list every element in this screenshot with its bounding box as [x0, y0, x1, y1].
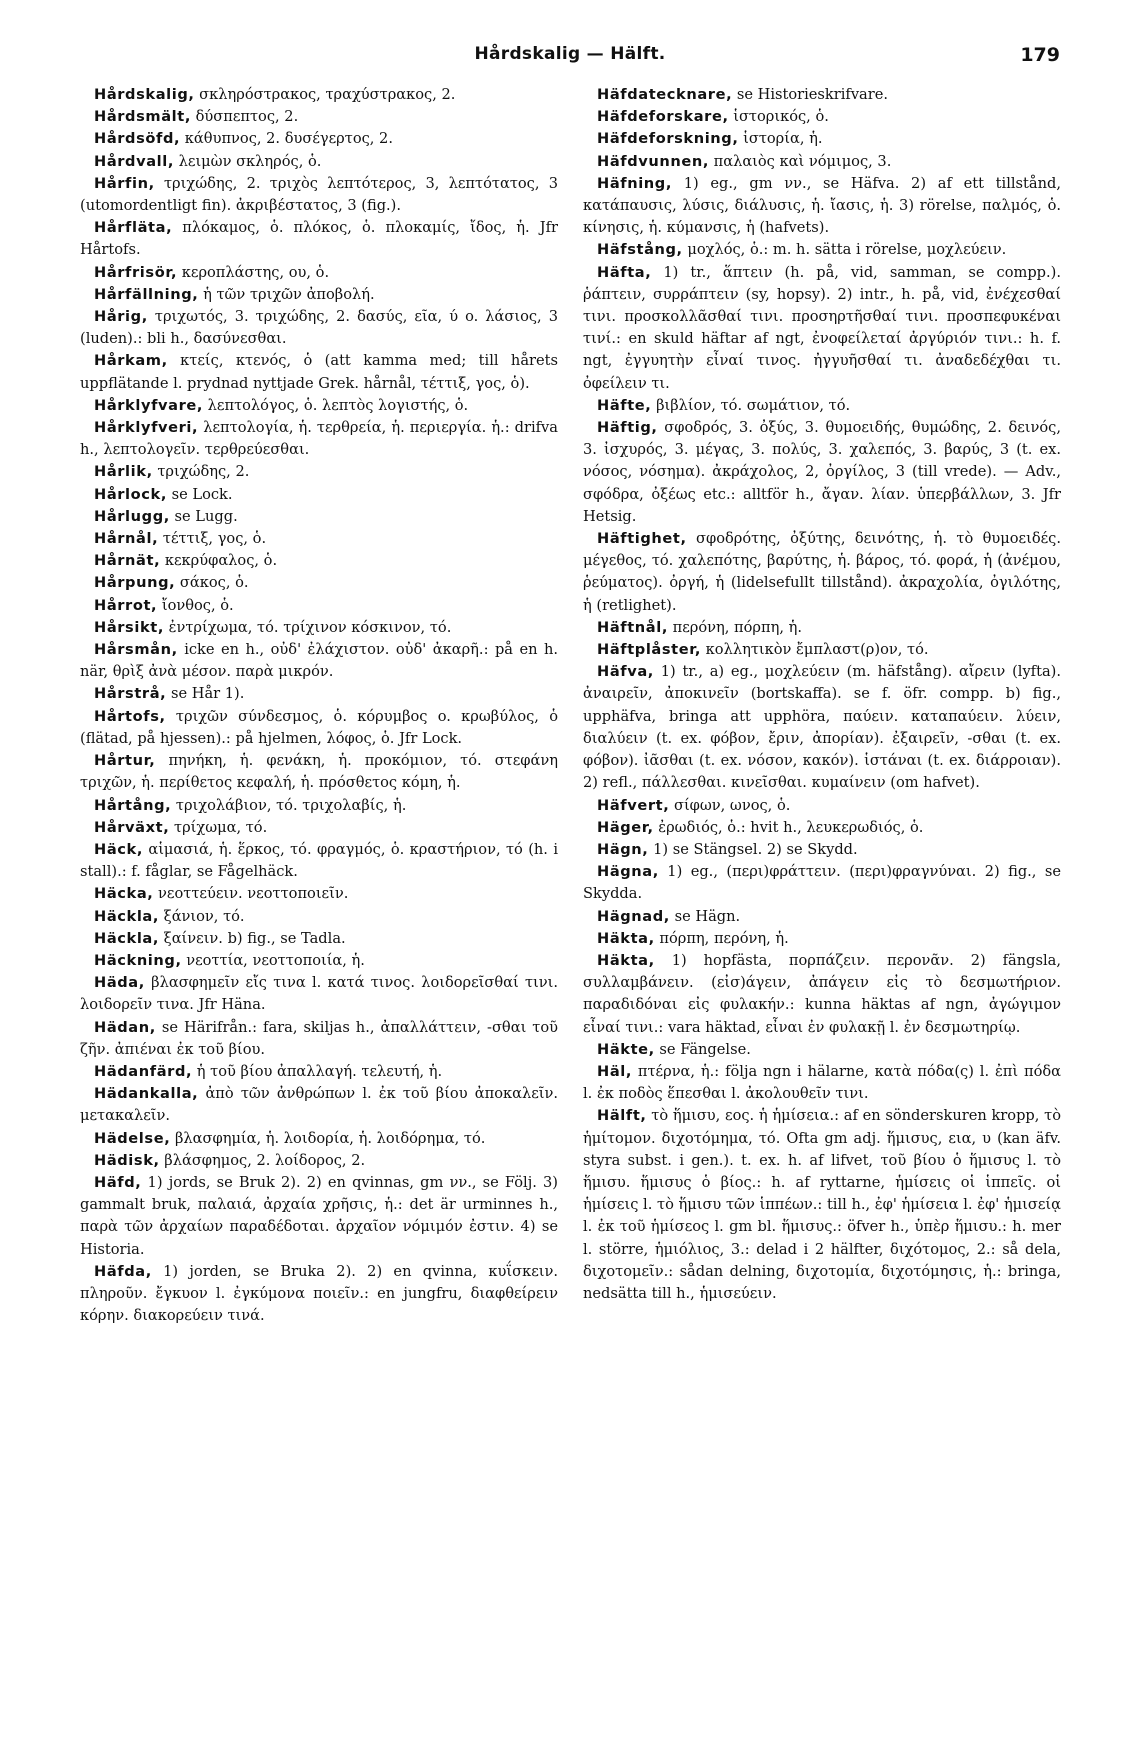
entry-headword: Hårklyfvare, [94, 396, 204, 414]
entry-headword: Hårlugg, [94, 507, 170, 525]
dictionary-entry [80, 617, 558, 639]
entry-definition: ἡ τῶν τριχῶν ἀποβολή. [198, 285, 375, 303]
entry-headword: Häcka, [94, 885, 154, 903]
entry-headword: Hägn, [597, 840, 649, 858]
dictionary-entry [80, 1061, 558, 1083]
entry-definition: icke en h., οὐδ' ἐλάχιστον. οὐδ' ἀκαρῆ.: på en h. när, θρὶξ ἀνὰ μέσον. παρὰ μικρόν. [80, 641, 558, 681]
entry-definition: 1) se Stängsel. 2) se Skydd. [648, 840, 858, 858]
entry-definition: 1) tr., ἅπτειν (h. på, vid, samman, se compp.). ῥάπτειν, συρράπτειν (sy, hopsy). 2) intr., h. på, vid, ἐνέχεσθαί τινι. προσκολλᾶσθαί τινι. προσηρτῆσθαί τινι. προσπεφυκέναι τινί.: en skuld häftar af ngt, ἐνοφείλεταί ἀργύριόν τινι.: h. f. ngt, ἐγγυητὴν εἶναί τινος. ἠγγυῆσθαί τι. ἀναδεδέχθαι τι. ὀφείλειν τι. [583, 263, 1061, 392]
entry-headword: Häftplåster, [597, 641, 702, 659]
dictionary-entry [80, 795, 558, 817]
entry-definition: ξαίνειν. b) fig., se Tadla. [159, 929, 346, 947]
entry-headword: Hårsikt, [94, 618, 164, 636]
dictionary-entry [583, 151, 1061, 173]
entry-definition: βλασφημία, ἡ. λοιδορία, ἡ. λοιδόρημα, τό. [170, 1129, 486, 1147]
entry-definition: se Hägn. [669, 907, 741, 925]
entry-headword: Hårkam, [94, 352, 168, 370]
entry-headword: Häckning, [94, 951, 182, 969]
right-column [583, 84, 1061, 1305]
entry-definition: νεοττεύειν. νεοττοποιεῖν. [153, 885, 349, 903]
entry-headword: Hårfrisör, [94, 263, 178, 281]
entry-definition: 1) jorden, se Bruka 2). 2) en qvinna, κυΐσκειν. πληροῦν. ἔγκυον l. ἐγκύμονα ποιεῖν.: en jungfru, διαφθείρειν κόρην. διακορεύειν τινά. [80, 1262, 558, 1325]
entry-headword: Hårstrå, [94, 685, 167, 703]
entry-definition: τρίχωμα, τό. [169, 818, 268, 836]
entry-definition: se Fängelse. [654, 1040, 751, 1058]
dictionary-entry [583, 839, 1061, 861]
dictionary-entry [80, 595, 558, 617]
dictionary-entry [80, 1128, 558, 1150]
entry-definition: ἱστορία, ἡ. [738, 130, 823, 148]
entry-headword: Hägna, [597, 863, 659, 881]
dictionary-entry [80, 928, 558, 950]
entry-headword: Hårrot, [94, 596, 158, 614]
entry-definition: 1) hopfästa, πορπάζειν. περονᾶν. 2) fängsla, συλλαμβάνειν. (εἰσ)άγειν, ἀπάγειν εἰς τὸ δεσμωτήριον. παραδιδόναι εἰς φυλακήν.: kunna häktas af ngn, ἀγώγιμον εἶναί τινι.: vara häktad, εἶναι ἐν φυλακῇ l. ἐν δεσμωτηρίῳ. [583, 951, 1061, 1036]
entry-headword: Hägnad, [597, 907, 670, 925]
dictionary-entry [80, 151, 558, 173]
entry-definition: ἡ τοῦ βίου ἀπαλλαγή. τελευτή, ἡ. [192, 1062, 443, 1080]
entry-headword: Hårdsmält, [94, 108, 191, 126]
running-head: Hårdskalig — Hälft. [474, 44, 666, 64]
dictionary-entry [80, 506, 558, 528]
dictionary-entry [80, 128, 558, 150]
dictionary-entry [80, 262, 558, 284]
entry-definition: τριχωτός, 3. τριχώδης, 2. δασύς, εῖα, ύ o. λάσιος, 3 (luden).: bli h., δασύνεσθαι. [80, 308, 558, 348]
entry-headword: Hårväxt, [94, 818, 170, 836]
entry-headword: Hårklyfveri, [94, 419, 199, 437]
dictionary-entry [80, 839, 558, 883]
dictionary-entry [80, 1261, 558, 1328]
dictionary-entry [80, 572, 558, 594]
dictionary-entry [583, 639, 1061, 661]
entry-headword: Hårlik, [94, 463, 153, 481]
dictionary-entry [583, 950, 1061, 1039]
entry-definition: λειμὼν σκληρός, ὁ. [174, 152, 322, 170]
entry-definition: δύσπεπτος, 2. [190, 108, 299, 126]
entry-definition: μοχλός, ὁ.: m. h. sätta i rörelse, μοχλεύειν. [682, 241, 1007, 259]
entry-definition: κτείς, κτενός, ὁ (att kamma med; till hårets uppflätande l. prydnad nyttjade Grek. hårnål, τέττιξ, γος, ὁ). [80, 352, 558, 392]
dictionary-entry [80, 817, 558, 839]
entry-definition: ἴονθος, ὁ. [157, 596, 234, 614]
dictionary-entry [80, 550, 558, 572]
entry-headword: Hårdsöfd, [94, 130, 181, 148]
entry-definition: σφοδρότης, ὀξύτης, δεινότης, ἡ. τὸ θυμοειδές. μέγεθος, τό. χαλεπότης, βαρύτης, ἡ. βάρος, τό. φορά, ἡ (ἀνέμου, ῥεύματος). ὀργή, ἡ (lidelsefullt tillstånd). ἀκραχολία, ὀγιλότης, ἡ (retlighet). [583, 530, 1061, 614]
dictionary-entry [583, 262, 1061, 395]
dictionary-entry [583, 84, 1061, 106]
entry-headword: Hårsmån, [94, 641, 178, 659]
entry-definition: βλάσφημος, 2. λοίδορος, 2. [159, 1151, 366, 1169]
dictionary-entry [583, 661, 1061, 794]
entry-definition: se Hår 1). [166, 685, 245, 703]
entry-headword: Häfvert, [597, 796, 670, 814]
entry-headword: Hårnät, [94, 552, 161, 570]
dictionary-entry [80, 972, 558, 1016]
dictionary-entry [80, 639, 558, 683]
entry-definition: τὸ ἥμισυ, εος. ἡ ἡμίσεια.: af en sönderskuren kropp, τὸ ἡμίτομον. διχοτόμημα, τό. Ofta gm adj. ἥμισυς, εια, υ (kan äfv. styra subst. i gen.). t. ex. h. af lifvet, τοῦ βίου ὁ ἥμισυς l. τὸ ἥμισυ. ἥμισυς ὁ βίος.: h. af ryttarne, ἡμίσεις οἱ ἱππεῖς. οἱ ἡμίσεις l. τὸ ἥμισυ τῶν ἱππέων.: till h., ἐφ' ἡμίσεια l. ἐφ' ἡμισείᾳ l. ἐκ τοῦ ἡμίσεος l. gm bl. ἥμισυς.: öfver h., ὑπὲρ ἥμισυ.: h. mer l. större, ἡμιόλιος, 3.: delad i 2 hälfter, διχότομος, 2.: så dela, διχοτομεῖν.: sådan delning, διχοτομία, διχοτόμησις, ἡ.: bringa, nedsätta till h., ἡμισεύειν. [583, 1107, 1061, 1302]
entry-definition: se Lugg. [169, 507, 238, 525]
entry-headword: Häfda, [94, 1262, 152, 1280]
entry-headword: Hädelse, [94, 1129, 171, 1147]
entry-headword: Häckla, [94, 907, 160, 925]
dictionary-entry [80, 484, 558, 506]
entry-headword: Häfta, [597, 263, 652, 281]
dictionary-entry [80, 906, 558, 928]
entry-definition: πόρπη, περόνη, ἡ. [654, 929, 789, 947]
entry-definition: αἱμασιά, ἡ. ἕρκος, τό. φραγμός, ὁ. κραστήριον, τό (h. i stall).: f. fåglar, se Fågelhäck. [80, 840, 558, 881]
entry-definition: 1) jords, se Bruk 2). 2) en qvinnas, gm νν., se Följ. 3) gammalt bruk, παλαιά, ἀρχαία χρῆσις, ἡ.: det är urminnes h., παρὰ τῶν ἀρχαίων παραδέδοται. ἀρχαῖον νόμιμόν ἐστιν. 4) se Historia. [80, 1173, 558, 1258]
entry-headword: Häfdeforskare, [597, 108, 729, 126]
entry-definition: νεοττία, νεοττοποιία, ἡ. [181, 951, 365, 969]
dictionary-entry [80, 217, 558, 261]
entry-definition: 1) tr., a) eg., μοχλεύειν (m. häfstång). αἴρειν (lyfta). ἀναιρεῖν, ἀποκινεῖν (bortskaffa). se f. öfr. compp. b) fig., upphäfva, bringa att upphöra, παύειν. καταπαύειν. λύειν, διαλύειν (t. ex. φόβον, ἔριν, ἀπορίαν). ἐξαιρεῖν, -σθαι (t. ex. φόβον). ἰᾶσθαι (t. ex. νόσον, κακόν). ἱστάναι (t. ex. διάρροιαν). 2) refl., πάλλεσθαι. κινεῖσθαι. κυμαίνειν (om hafvet). [583, 663, 1061, 792]
entry-definition: κολλητικὸν ἔμπλαστ(ρ)ον, τό. [701, 641, 929, 659]
dictionary-entry [80, 683, 558, 705]
entry-definition: 1) eg., gm νν., se Häfva. 2) af ett tillstånd, κατάπαυσις, λύσις, διάλυσις, ἡ. ἴασις, ἡ. 3) rörelse, παλμός, ὁ. κίνησις, ἡ. κύμανσις, ἡ (hafvets). [583, 174, 1061, 237]
dictionary-entry [583, 395, 1061, 417]
entry-headword: Hårfällning, [94, 285, 199, 303]
entry-definition: σκληρόστρακος, τραχύστρακος, 2. [194, 86, 456, 103]
entry-headword: Hårdskalig, [94, 86, 195, 103]
entry-headword: Häkta, [597, 929, 655, 947]
entry-definition: βλασφημεῖν εἴς τινα l. κατά τινος. λοιδορεῖσθαί τινι. λοιδορεῖν τινα. Jfr Häna. [80, 974, 558, 1014]
entry-headword: Häkta, [597, 951, 655, 969]
dictionary-entry [80, 528, 558, 550]
entry-definition: λεπτολόγος, ὁ. λεπτὸς λογιστής, ὁ. [203, 396, 469, 414]
dictionary-entry [583, 173, 1061, 240]
dictionary-entry [80, 461, 558, 483]
entry-headword: Hälft, [597, 1107, 647, 1125]
dictionary-entry [80, 883, 558, 905]
entry-definition: se Historieskrifvare. [732, 86, 889, 103]
dictionary-entry [80, 350, 558, 394]
dictionary-entry [583, 106, 1061, 128]
entry-definition: τέττιξ, γος, ὁ. [158, 530, 267, 548]
entry-headword: Hårnål, [94, 530, 159, 548]
dictionary-entry [583, 1039, 1061, 1061]
dictionary-entry [583, 528, 1061, 617]
entry-headword: Häftig, [597, 419, 658, 437]
dictionary-entry [80, 306, 558, 350]
entry-definition: 1) eg., (περι)φράττειν. (περι)φραγνύναι. 2) fig., se Skydda. [583, 863, 1061, 903]
dictionary-entry [583, 861, 1061, 905]
dictionary-entry [583, 1105, 1061, 1305]
entry-definition: ἐντρίχωμα, τό. τρίχινον κόσκινον, τό. [163, 618, 452, 636]
entry-definition: λεπτολογία, ἡ. τερθρεία, ἡ. περιεργία. ἡ.: drifva h., λεπτολογεῖν. τερθρεύεσθαι. [80, 419, 558, 459]
dictionary-entry [80, 1083, 558, 1127]
entry-definition: βιβλίον, τό. σωμάτιον, τό. [651, 396, 851, 414]
dictionary-entry [80, 706, 558, 750]
entry-headword: Hårlock, [94, 485, 167, 503]
entry-definition: περόνη, πόρπη, ἡ. [667, 618, 802, 636]
dictionary-entry [583, 817, 1061, 839]
entry-definition: ἱστορικός, ὁ. [728, 108, 829, 126]
entry-headword: Hårtång, [94, 796, 172, 814]
entry-definition: παλαιὸς καὶ νόμιμος, 3. [708, 152, 892, 170]
entry-definition: τριχῶν σύνδεσμος, ὁ. κόρυμβος o. κρωβύλος, ὁ (flätad, på hjessen).: på hjelmen, λόφος, ὁ. Jfr Lock. [80, 707, 558, 747]
entry-definition: τριχώδης, 2. τριχὸς λεπτότερος, 3, λεπτότατος, 3 (utomordentligt fin). ἀκριβέστατος, 3 (fig.). [80, 174, 558, 215]
dictionary-entry [80, 950, 558, 972]
dictionary-entry [583, 128, 1061, 150]
entry-headword: Hårig, [94, 308, 148, 326]
entry-headword: Häftighet, [597, 530, 687, 548]
entry-definition: κεροπλάστης, ου, ὁ. [177, 263, 330, 281]
entry-headword: Häl, [597, 1062, 633, 1080]
dictionary-entry [80, 106, 558, 128]
entry-headword: Häger, [597, 818, 654, 836]
dictionary-entry [583, 617, 1061, 639]
entry-definition: κεκρύφαλος, ὁ. [160, 552, 278, 570]
entry-headword: Häfd, [94, 1173, 142, 1191]
entry-definition: σφοδρός, 3. ὀξύς, 3. θυμοειδής, θυμώδης, 2. δεινός, 3. ἰσχυρός, 3. μέγας, 3. πολύς, 3. χαλεπός, 3. βαρύς, 3 (t. ex. νόσος, νόσημα). ἀκράχολος, 2, ὀργίλος, 3 (till vrede). — Adv., σφόδρα, ὀξέως etc.: alltför h., ἄγαν. λίαν. ὑπερβάλλων, 3. Jfr Hetsig. [583, 419, 1061, 525]
entry-headword: Häfte, [597, 396, 652, 414]
entry-definition: se Lock. [167, 485, 233, 503]
entry-definition: σάκος, ὁ. [175, 574, 249, 592]
entry-headword: Häfva, [597, 663, 654, 681]
page-header [80, 44, 1060, 74]
entry-headword: Hädanfärd, [94, 1062, 193, 1080]
entry-headword: Häftnål, [597, 618, 668, 636]
dictionary-entry [80, 84, 558, 106]
entry-headword: Hårfläta, [94, 219, 173, 237]
entry-headword: Häfstång, [597, 241, 683, 259]
entry-definition: ξάνιον, τό. [159, 907, 245, 925]
dictionary-entry [80, 1150, 558, 1172]
entry-headword: Häda, [94, 974, 145, 992]
dictionary-entry [80, 750, 558, 794]
entry-definition: τριχώδης, 2. [152, 463, 250, 481]
dictionary-entry [80, 1172, 558, 1261]
entry-headword: Häckla, [94, 929, 160, 947]
dictionary-entry [583, 1061, 1061, 1105]
dictionary-entry [583, 239, 1061, 261]
dictionary-entry [583, 417, 1061, 528]
entry-definition: ἀπὸ τῶν ἀνθρώπων l. ἐκ τοῦ βίου ἀποκαλεῖν. μετακαλεῖν. [80, 1085, 558, 1125]
page-number: 179 [1020, 44, 1060, 66]
entry-headword: Hårtur, [94, 752, 156, 770]
dictionary-entry [80, 417, 558, 461]
dictionary-entry [80, 284, 558, 306]
dictionary-entry [583, 906, 1061, 928]
entry-definition: κάθυπνος, 2. δυσέγερτος, 2. [180, 130, 393, 148]
entry-definition: τριχολάβιον, τό. τριχολαβίς, ἡ. [171, 796, 407, 814]
entry-definition: πηνήκη, ἡ. φενάκη, ἡ. προκόμιον, τό. στεφάνη τριχῶν, ἡ. περίθετος κεφαλή, ἡ. πρόσθετος κόμη, ἡ. [80, 752, 558, 792]
dictionary-entry [80, 173, 558, 217]
entry-definition: πλόκαμος, ὁ. πλόκος, ὁ. πλοκαμίς, ἴδος, ἡ. Jfr Hårtofs. [80, 219, 558, 259]
entry-headword: Hädan, [94, 1018, 156, 1036]
entry-headword: Häck, [94, 840, 143, 858]
entry-definition: ἐρωδιός, ὁ.: hvit h., λευκερωδιός, ὁ. [653, 818, 924, 836]
entry-headword: Hädisk, [94, 1151, 160, 1169]
dictionary-entry [80, 1017, 558, 1061]
entry-headword: Häfdeforskning, [597, 130, 739, 148]
entry-headword: Hårdvall, [94, 152, 175, 170]
entry-definition: πτέρνα, ἡ.: följa ngn i hälarne, κατὰ πόδα(ς) l. ἐπὶ πόδα l. ἐκ ποδὸς ἕπεσθαι l. ἀκολουθεῖν τινι. [583, 1062, 1061, 1103]
entry-headword: Hårtofs, [94, 707, 166, 725]
entry-headword: Häfdvunnen, [597, 152, 709, 170]
entry-headword: Hårpung, [94, 574, 176, 592]
left-column [80, 84, 558, 1327]
entry-definition: σίφων, ωνος, ὁ. [669, 796, 791, 814]
entry-headword: Hårfin, [94, 174, 155, 192]
dictionary-entry [80, 395, 558, 417]
dictionary-entry [583, 928, 1061, 950]
entry-headword: Häfdatecknare, [597, 86, 733, 103]
entry-headword: Häfning, [597, 174, 672, 192]
entry-headword: Häkte, [597, 1040, 655, 1058]
entry-headword: Hädankalla, [94, 1085, 199, 1103]
entry-definition: se Härifrån.: fara, skiljas h., ἀπαλλάττειν, -σθαι τοῦ ζῆν. ἀπιέναι ἐκ τοῦ βίου. [80, 1018, 558, 1058]
dictionary-entry [583, 795, 1061, 817]
